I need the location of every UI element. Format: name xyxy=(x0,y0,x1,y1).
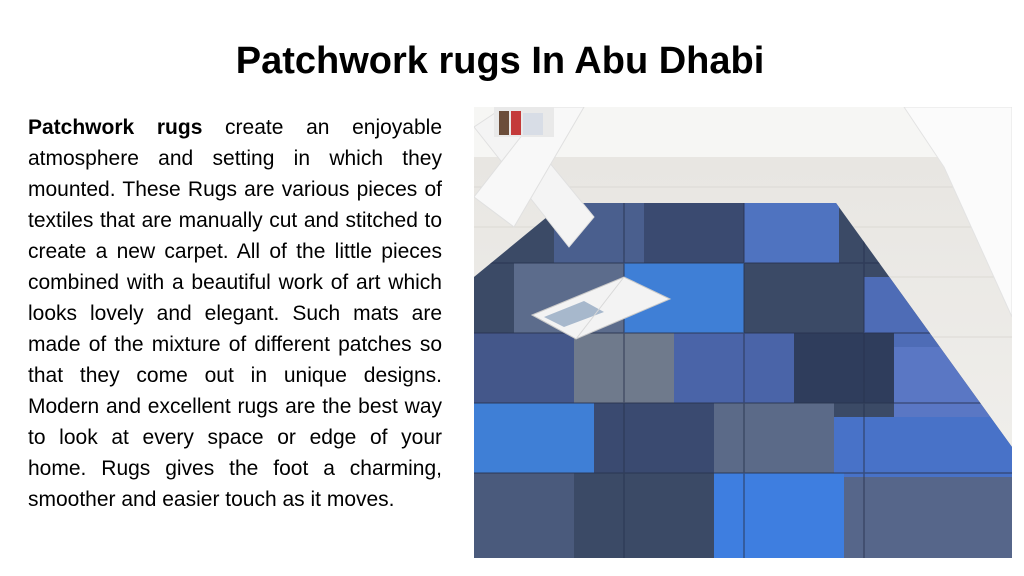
rug-photo xyxy=(474,107,1012,558)
paragraph-lead: Patchwork rugs xyxy=(28,116,203,139)
body-paragraph xyxy=(28,112,442,515)
page-title: Patchwork rugs In Abu Dhabi xyxy=(235,40,765,82)
paragraph-rest: create an enjoyable atmosphere and setting in which they mounted. These Rugs are various pieces of textiles that are manually cut and stitched to create a new carpet. All of the little pieces combined with a beautiful work of art which looks lovely and elegant. Such mats are made of the mixture of different patches so that they come out in unique designs. Modern and excellent rugs are the best way to look at every space or edge of your home. Rugs gives the foot a charming, smoother and easier touch as it moves. xyxy=(28,116,442,511)
